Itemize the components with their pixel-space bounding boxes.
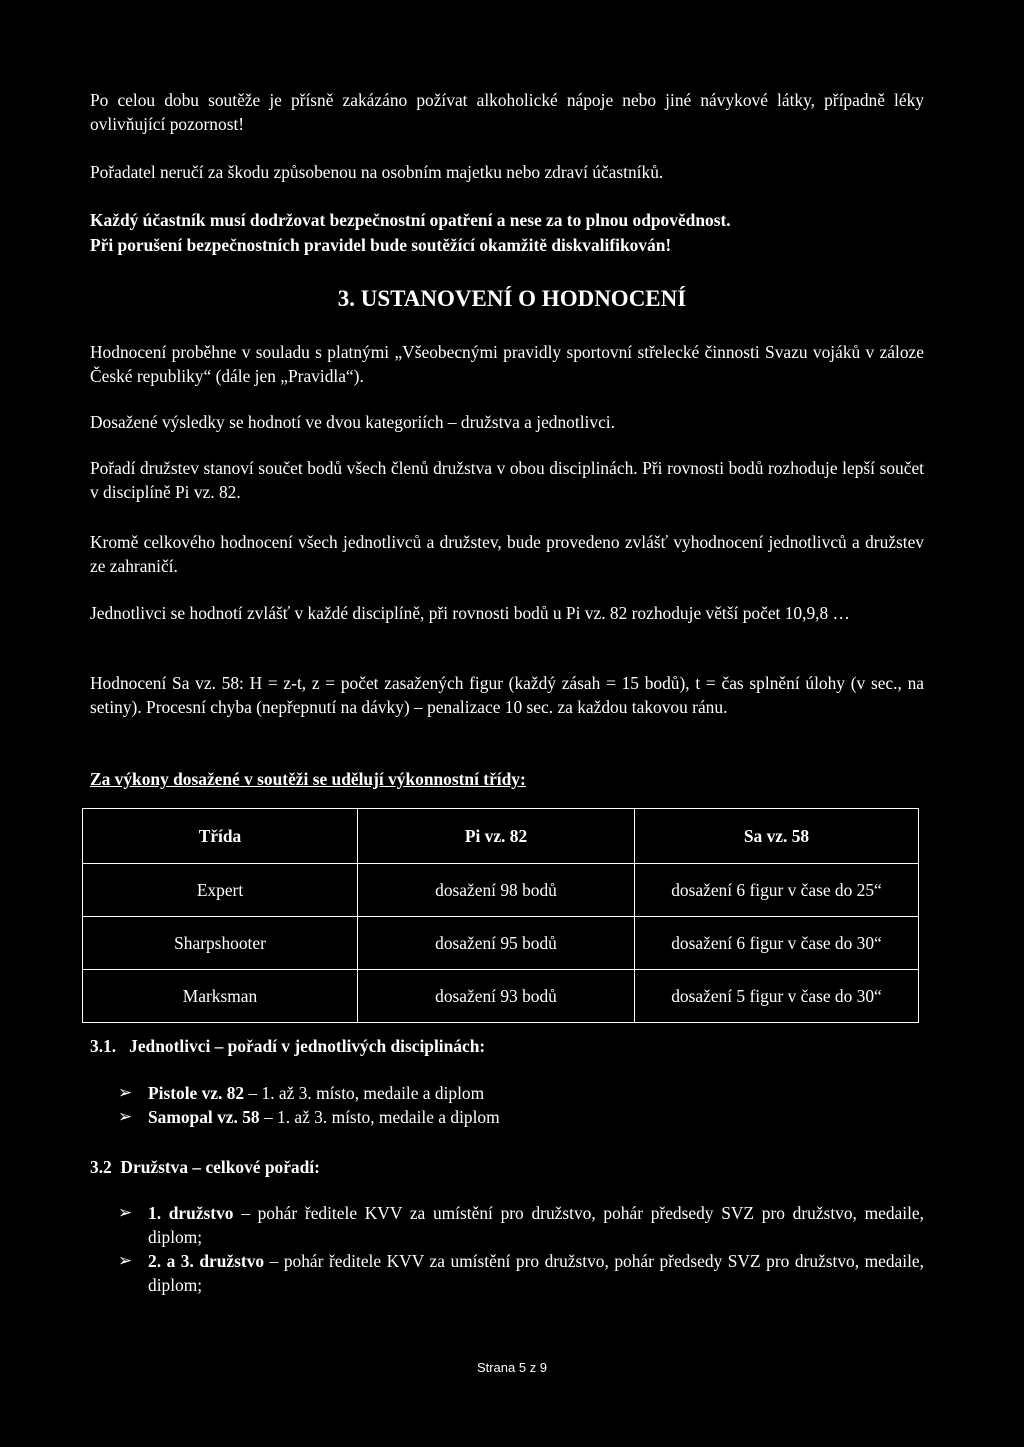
table-header-row [83,809,919,864]
list-item-text: – 1. až 3. místo, medaile a diplom [259,1107,500,1127]
teams-awards-list [0,1201,924,1297]
table-cell: Expert [83,864,358,917]
list-item-text: – 1. až 3. místo, medaile a diplom [244,1083,485,1103]
categories-paragraph: Dosažené výsledky se hodnotí ve dvou kategoriích – družstva a jednotlivci. [90,412,615,432]
performance-classes-table [82,808,919,1023]
team-ranking-paragraph: Pořadí družstev stanoví součet bodů všech členů družstva v obou disciplinách. Při rovnosti bodů rozhoduje lepší součet v disciplíně Pi vz. 82. [90,458,924,502]
list-item-bold: Pistole vz. 82 [148,1083,245,1103]
table-cell: dosažení 98 bodů [358,864,635,917]
list-item [0,1105,924,1129]
subsection-individuals-title: 3.1. Jednotlivci – pořadí v jednotlivých disciplinách: [90,1036,486,1056]
table-row [83,864,919,917]
table-row [83,970,919,1023]
list-item [0,1249,924,1297]
intro-safety-line1: Každý účastník musí dodržovat bezpečnostní opatření a nese za to plnou odpovědnost. [90,210,731,230]
table-header-cell: Sa vz. 58 [635,809,919,864]
table-header-cell: Pi vz. 82 [358,809,635,864]
section-heading: 3. USTANOVENÍ O HODNOCENÍ [337,286,687,311]
table-header-cell: Třída [83,809,358,864]
evaluation-rules-paragraph: Hodnocení proběhne v souladu s platnými „Všeobecnými pravidly sportovní střelecké činnosti Svazu vojáků v záloze České republiky“ (dále jen „Pravidla“). [90,342,924,386]
list-item [0,1201,924,1249]
list-item-bold: Samopal vz. 58 [148,1107,260,1127]
subsection-teams-title: 3.2 Družstva – celkové pořadí: [90,1157,320,1177]
intro-paragraph-alcohol: Po celou dobu soutěže je přísně zakázáno požívat alkoholické nápoje nebo jiné návykové látky, případně léky ovlivňující pozornost! [90,90,924,134]
table-row [83,917,919,970]
individual-evaluation-paragraph: Jednotlivci se hodnotí zvlášť v každé disciplíně, při rovnosti bodů u Pi vz. 82 rozhoduje větší počet 10,9,8 … [90,603,850,623]
table-cell: Marksman [83,970,358,1023]
arrow-bullet-icon: ➢ [118,1251,133,1270]
arrow-bullet-icon: ➢ [118,1203,133,1222]
list-item-bold: 1. družstvo [148,1203,234,1223]
list-item [0,1081,924,1105]
arrow-bullet-icon: ➢ [118,1107,133,1126]
list-item-text: – pohár ředitele KVV za umístění pro družstvo, pohár předsedy SVZ pro družstvo, medaile, diplom; [148,1251,924,1295]
table-cell: dosažení 6 figur v čase do 25“ [635,864,919,917]
page-number-footer: Strana 5 z 9 [476,1360,548,1375]
table-cell: dosažení 95 bodů [358,917,635,970]
foreign-evaluation-paragraph: Kromě celkového hodnocení všech jednotlivců a družstev, bude provedeno zvlášť vyhodnocení jednotlivců a družstev ze zahraničí. [90,532,924,576]
intro-paragraph-liability: Pořadatel neručí za škodu způsobenou na osobním majetku nebo zdraví účastníků. [90,162,664,182]
arrow-bullet-icon: ➢ [118,1083,133,1102]
list-item-bold: 2. a 3. družstvo [148,1251,265,1271]
list-item-text: – pohár ředitele KVV za umístění pro družstvo, pohár předsedy SVZ pro družstvo, medaile, diplom; [148,1203,924,1247]
table-cell: dosažení 6 figur v čase do 30“ [635,917,919,970]
sa-scoring-paragraph: Hodnocení Sa vz. 58: H = z-t, z = počet zasažených figur (každý zásah = 15 bodů), t = čas splnění úlohy (v sec., na setiny). Procesní chyba (nepřepnutí na dávky) – penalizace 10 sec. za každou takovou ránu. [90,673,924,717]
table-cell: dosažení 5 figur v čase do 30“ [635,970,919,1023]
intro-safety-line2: Při porušení bezpečnostních pravidel bude soutěžící okamžitě diskvalifikován! [90,235,672,255]
table-cell: dosažení 93 bodů [358,970,635,1023]
table-cell: Sharpshooter [83,917,358,970]
individuals-awards-list [0,1081,924,1129]
table-caption: Za výkony dosažené v soutěži se udělují výkonnostní třídy: [90,769,526,789]
